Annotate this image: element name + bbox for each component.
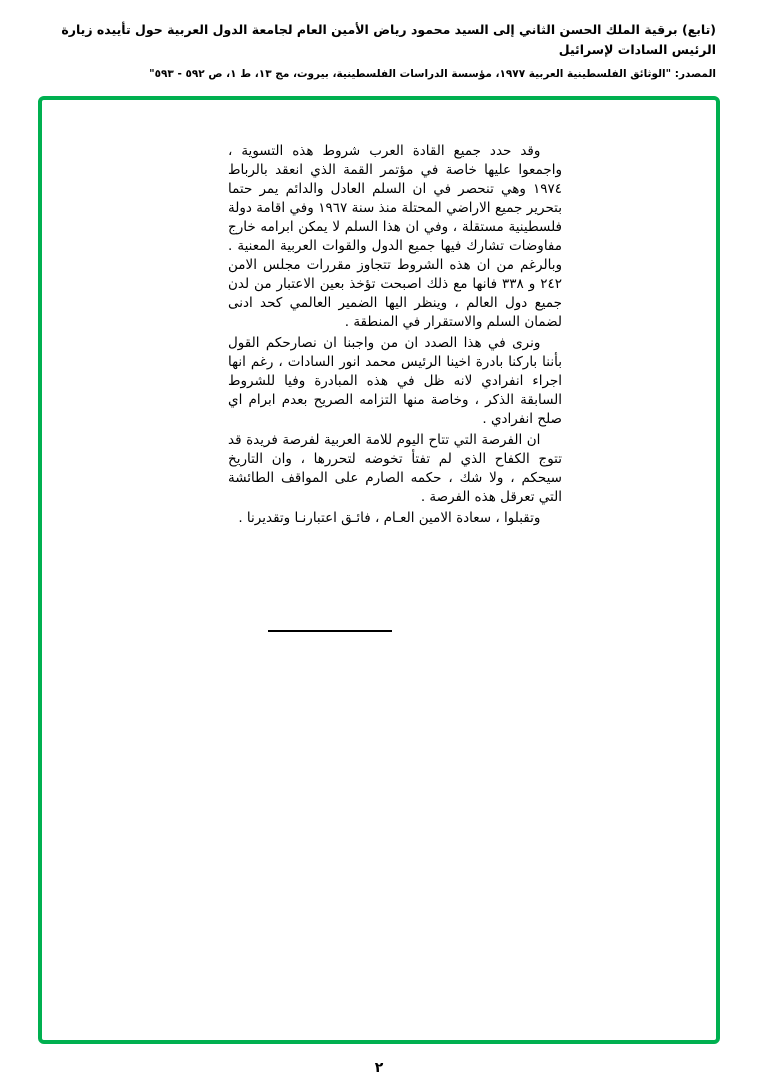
document-source: المصدر: "الوثائق الفلسطينية العربية ١٩٧٧، مؤسسة الدراسات الفلسطينية، بيروت، مج ١٣، ط ١، ص ٥٩٢ - ٥٩٣" — [149, 68, 716, 80]
paragraph-3: ان الفرصة التي تتاح اليوم للامة العربية لفرصة فريدة قد تتوج الكفاح الذي لم تفتأ تخوضه لتحررها ، وان التاريخ سيحكم ، ولا شك ، حكمه الصارم على المواقف الطائشة التي تعرقل هذه الفرصة . — [228, 432, 562, 505]
paragraph-2: ونرى في هذا الصدد ان من واجبنا ان نصارحكم القول بأننا باركنا بادرة اخينا الرئيس محمد انور السادات ، رغم انها اجراء انفرادي لانه ظل في هذه المبادرة وفيا للشروط السابقة الذكر ، وخاصة منها التزامه الصريح بعدم ابرام اي صلح انفرادي . — [228, 335, 562, 427]
document-header — [42, 20, 716, 80]
paragraph-4: وتقبلوا ، سعادة الامين العـام ، فائـق اعتبارنـا وتقديرنا . — [238, 510, 541, 526]
page-number: ٢ — [374, 1060, 384, 1076]
signature-divider — [268, 630, 392, 632]
paragraph-1: وقد حدد جميع القادة العرب شروط هذه التسوية ، واجمعوا عليها خاصة في مؤتمر القمة الذي انعقد بالرباط ١٩٧٤ وهي تنحصر في ان السلم العادل والدائم يمر حتما بتحرير جميع الاراضي المحتلة منذ سنة ١٩٦٧ وفي اقامة دولة فلسطينية مستقلة ، وفي ان هذا السلم لا يمكن ابرامه خارج مفاوضات تشارك فيها جميع الدول والقوات العربية المعنية . وبالرغم من ان هذه الشروط تتجاوز مقررات مجلس الامن ٢٤٢ و ٣٣٨ فانها مع ذلك اصبحت تؤخذ بعين الاعتبار من لدن جميع دول العالم ، وينظر اليها الضمير العالمي كحد ادنى لضمان السلم والاستقرار في المنطقة . — [228, 143, 562, 330]
body-text — [228, 142, 562, 530]
document-title: (تابع) برقية الملك الحسن الثاني إلى السيد محمود رياض الأمين العام لجامعة الدول العربية حول تأييده زيارة الرئيس السادات لإسرائيل — [61, 22, 716, 57]
